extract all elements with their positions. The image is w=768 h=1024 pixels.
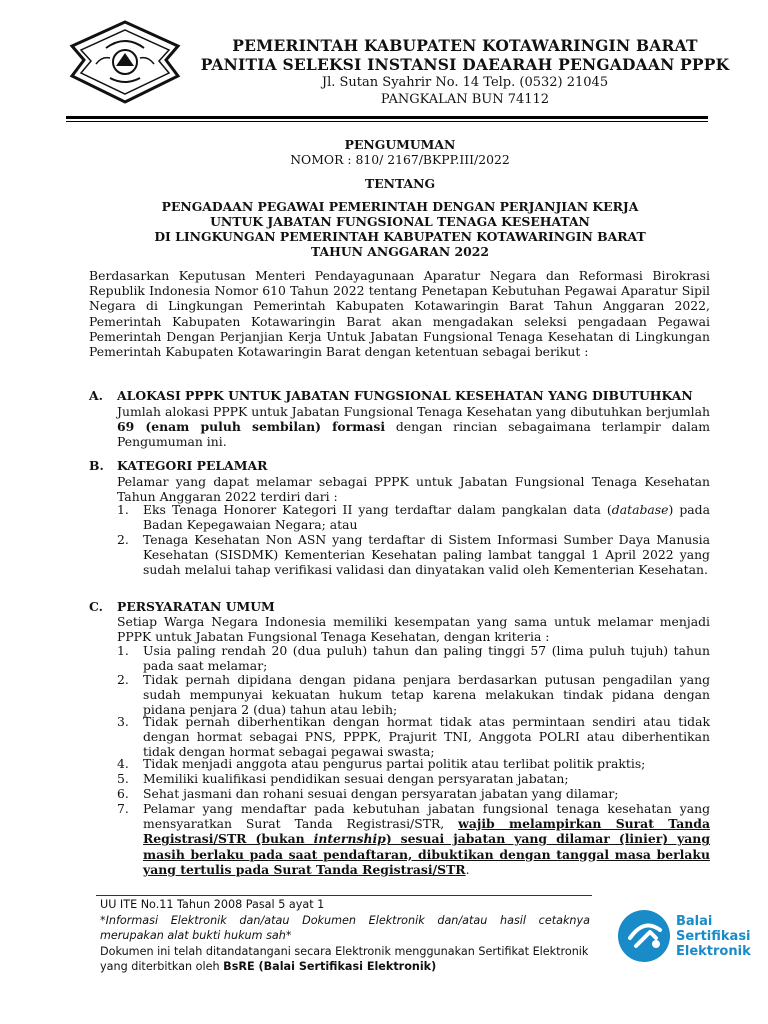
list-number: 6. xyxy=(117,786,129,801)
footer-quote-line1: *Informasi Elektronik dan/atau Dokumen Elektronik dan/atau hasil cetaknya xyxy=(100,914,590,927)
list-number: 5. xyxy=(117,771,129,786)
subject-line: PENGADAAN PEGAWAI PEMERINTAH DENGAN PERJANJIAN KERJA xyxy=(161,199,639,214)
bsre-name: BsRE (Balai Sertifikasi Elektronik) xyxy=(223,960,437,973)
footer-divider xyxy=(96,895,592,896)
list-item xyxy=(117,532,710,578)
list-number: 1. xyxy=(117,643,129,658)
letterhead-address: Jl. Sutan Syahrir No. 14 Telp. (0532) 21045 xyxy=(321,75,609,90)
list-item xyxy=(117,771,710,786)
footer-law: UU ITE No.11 Tahun 2008 Pasal 5 ayat 1 xyxy=(100,898,325,911)
list-number: 2. xyxy=(117,672,129,687)
list-item xyxy=(117,643,710,673)
section-title: KATEGORI PELAMAR xyxy=(117,458,268,473)
announcement-about: TENTANG xyxy=(364,176,436,191)
list-text: Tidak pernah dipidana dengan pidana penjara berdasarkan putusan pengadilan yang sudah mempunyai kekuatan hukum tetap karena melakukan tindak pidana dengan pidana penjara 2 (dua) tahun atau lebih; xyxy=(143,672,710,718)
section-a-body-start: Jumlah alokasi PPPK untuk Jabatan Fungsional Tenaga Kesehatan yang dibutuhkan berjumlah xyxy=(117,404,710,419)
bsre-logo-text xyxy=(676,914,751,959)
section-a-body-end: dengan rincian sebagaimana terlampir dalam Pengumuman ini. xyxy=(117,419,710,450)
list-number: 1. xyxy=(117,502,129,517)
internship-term: internship xyxy=(313,831,386,847)
list-text: Tidak pernah diberhentikan dengan hormat tidak atas permintaan sendiri atau tidak dengan hormat sebagai PNS, PPPK, Prajurit TNI, Anggota POLRI atau diberhentikan tidak dengan hormat sebagai pegawai swasta; xyxy=(143,714,710,760)
subject-line: TAHUN ANGGARAN 2022 xyxy=(310,244,490,259)
list-text xyxy=(143,801,710,877)
list-number: 2. xyxy=(117,532,129,547)
list-item xyxy=(117,502,710,532)
list-text: Memiliki kualifikasi pendidikan sesuai dengan persyaratan jabatan; xyxy=(143,771,569,786)
intro-paragraph: Berdasarkan Keputusan Menteri Pendayagunaan Aparatur Negara dan Reformasi Birokrasi Republik Indonesia Nomor 610 Tahun 2022 tentang Penetapan Kebutuhan Pegawai Aparatur Sipil Negara di Lingkungan Pemerintah Kabupaten Kotawaringin Barat Tahun Anggaran 2022, Pemerintah Kabupaten Kotawaringin Barat akan mengadakan seleksi pengadaan Pegawai Pemerintah Dengan Perjanjian Kerja Untuk Jabatan Fungsional Tenaga Kesehatan di Lingkungan Pemerintah Kabupaten Kotawaringin Barat dengan ketentuan sebagai berikut : xyxy=(89,268,710,360)
list-item xyxy=(117,801,710,877)
section-a-heading xyxy=(89,388,693,403)
section-title: ALOKASI PPPK UNTUK JABATAN FUNGSIONAL KESEHATAN YANG DIBUTUHKAN xyxy=(117,388,693,403)
section-letter: A. xyxy=(89,388,103,403)
announcement-title: PENGUMUMAN xyxy=(344,137,456,152)
list-text-part: . xyxy=(465,861,470,877)
list-text: Usia paling rendah 20 (dua puluh) tahun dan paling tinggi 57 (lima puluh tujuh) tahun pada saat melamar; xyxy=(143,643,710,674)
list-text xyxy=(143,502,710,532)
footer-quote-line2: merupakan alat bukti hukum sah* xyxy=(100,929,292,942)
subject-line: DI LINGKUNGAN PEMERINTAH KABUPATEN KOTAWARINGIN BARAT xyxy=(154,229,646,244)
letterhead-divider xyxy=(66,116,708,119)
list-item xyxy=(117,672,710,718)
section-a-body xyxy=(117,404,710,450)
list-text: Sehat jasmani dan rohani sesuai dengan persyaratan jabatan yang dilamar; xyxy=(143,786,619,801)
section-letter: C. xyxy=(89,599,103,614)
list-number: 3. xyxy=(117,714,129,729)
subject-line: UNTUK JABATAN FUNGSIONAL TENAGA KESEHATAN xyxy=(210,214,590,229)
footer-note-line1: Dokumen ini telah ditandatangani secara Elektronik menggunakan Sertifikat Elektronik xyxy=(100,945,589,958)
letterhead-committee: PANITIA SELEKSI INSTANSI DAEARAH PENGADAAN PPPK xyxy=(200,55,730,74)
list-text-part: Eks Tenaga Honorer Kategori II yang terdaftar dalam pangkalan data ( xyxy=(143,502,612,517)
list-text: Tidak menjadi anggota atau pengurus partai politik atau terlibat politik praktis; xyxy=(143,756,646,771)
section-title: PERSYARATAN UMUM xyxy=(117,599,275,614)
formation-count: 69 (enam puluh sembilan) formasi xyxy=(117,419,386,435)
footer-note-line2 xyxy=(100,959,600,974)
bsre-logo-icon xyxy=(616,908,672,964)
list-item xyxy=(117,714,710,760)
str-requirement-part: ) sesuai jabatan yang dilamar (linier) yang masih berlaku pada saat pendaftaran, dibuktikan dengan tanggal masa berlaku yang tertulis pada Surat Tanda Registrasi/STR xyxy=(143,831,710,877)
announcement-number: NOMOR : 810/ 2167/BKPP.III/2022 xyxy=(290,152,510,167)
list-text: Tenaga Kesehatan Non ASN yang terdaftar di Sistem Informasi Sumber Daya Manusia Kesehatan (SISDMK) Kementerian Kesehatan paling lambat tanggal 1 April 2022 yang sudah melalui tahap verifikasi validasi dan dinyatakan valid oleh Kementerian Kesehatan. xyxy=(143,532,710,578)
letterhead xyxy=(190,36,740,108)
announcement-subject xyxy=(86,199,714,259)
section-b-body: Pelamar yang dapat melamar sebagai PPPK untuk Jabatan Fungsional Tenaga Kesehatan Tahun Anggaran 2022 terdiri dari : xyxy=(117,474,710,505)
database-term: database xyxy=(611,502,669,517)
letterhead-divider-thin xyxy=(66,121,708,122)
section-c-body: Setiap Warga Negara Indonesia memiliki kesempatan yang sama untuk melamar menjadi PPPK untuk Jabatan Fungsional Tenaga Kesehatan, dengan kriteria : xyxy=(117,614,710,645)
bsre-logo-line: Sertifikasi xyxy=(676,929,751,944)
list-item xyxy=(117,786,710,801)
letterhead-city: PANGKALAN BUN 74112 xyxy=(380,92,550,107)
list-item xyxy=(117,756,710,771)
section-c-heading xyxy=(89,599,275,614)
bsre-logo-line: Balai xyxy=(676,914,713,929)
letterhead-government: PEMERINTAH KABUPATEN KOTAWARINGIN BARAT xyxy=(232,36,698,55)
section-letter: B. xyxy=(89,458,104,473)
list-number: 7. xyxy=(117,801,129,816)
list-number: 4. xyxy=(117,756,129,771)
list-text-part: ) pada Badan Kepegawaian Negara; atau xyxy=(143,502,710,533)
regency-seal-icon xyxy=(66,20,184,104)
footer-note-text: yang diterbitkan oleh xyxy=(100,960,224,973)
section-b-heading xyxy=(89,458,267,473)
list-text-part: Pelamar yang mendaftar pada kebutuhan jabatan fungsional tenaga kesehatan yang mensyaratkan Surat Tanda Registrasi/STR, xyxy=(143,801,710,832)
bsre-logo-line: Elektronik xyxy=(676,944,751,959)
str-requirement-part: wajib melampirkan Surat Tanda Registrasi/STR (bukan xyxy=(143,816,710,847)
